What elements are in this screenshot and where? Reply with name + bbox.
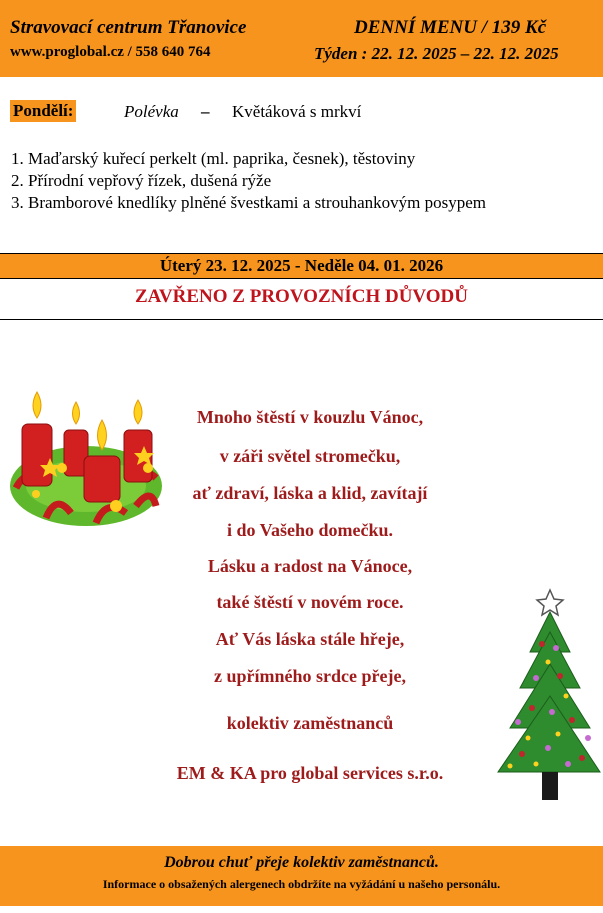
closure-range-bar: Úterý 23. 12. 2025 - Neděle 04. 01. 2026	[0, 253, 603, 279]
poem-line: v záři světel stromečku,	[219, 446, 401, 466]
meal-item: 1. Maďarský kuřecí perkelt (ml. paprika, česnek), těstoviny	[11, 149, 416, 168]
meal-list	[11, 148, 486, 214]
poem-line: Lásku a radost na Vánoce,	[207, 556, 413, 576]
footer-greeting: Dobrou chuť přeje kolektiv zaměstnanců.	[164, 854, 439, 871]
soup-dash: –	[201, 102, 210, 121]
poem-line: kolektiv zaměstnanců	[226, 713, 394, 733]
divider	[0, 319, 603, 320]
restaurant-title: Stravovací centrum Třanovice	[10, 17, 247, 38]
day-label-monday: Pondělí:	[10, 100, 76, 122]
header-bar	[0, 0, 603, 77]
poem-line: ať zdraví, láska a klid, zavítají	[192, 483, 428, 503]
poem-line: EM & KA pro global services s.r.o.	[176, 763, 444, 783]
closed-notice: ZAVŘENO Z PROVOZNÍCH DŮVODŮ	[134, 286, 468, 307]
menu-price: DENNÍ MENU / 139 Kč	[354, 17, 547, 38]
allergen-note: Informace o obsažených alergenech obdržíte na vyžádání u našeho personálu.	[102, 877, 501, 891]
christmas-tree-icon	[492, 588, 602, 806]
meal-item: 3. Bramborové knedlíky plněné švestkami a strouhankovým posypem	[11, 193, 486, 212]
footer-bar	[0, 846, 603, 906]
poem-line: také štěstí v novém roce.	[216, 592, 404, 612]
meal-item: 2. Přírodní vepřový řízek, dušená rýže	[11, 171, 272, 190]
poem-line: Mnoho štěstí v kouzlu Vánoc,	[196, 407, 424, 427]
soup-label: Polévka	[124, 102, 179, 121]
website-phone: www.proglobal.cz / 558 640 764	[10, 44, 211, 60]
week-range: Týden : 22. 12. 2025 – 22. 12. 2025	[314, 44, 559, 63]
poem-line: Ať Vás láska stále hřeje,	[215, 629, 405, 649]
poem-line: z upřímného srdce přeje,	[214, 666, 406, 686]
soup-name: Květáková s mrkví	[232, 102, 362, 121]
poem-line: i do Vašeho domečku.	[226, 520, 394, 540]
